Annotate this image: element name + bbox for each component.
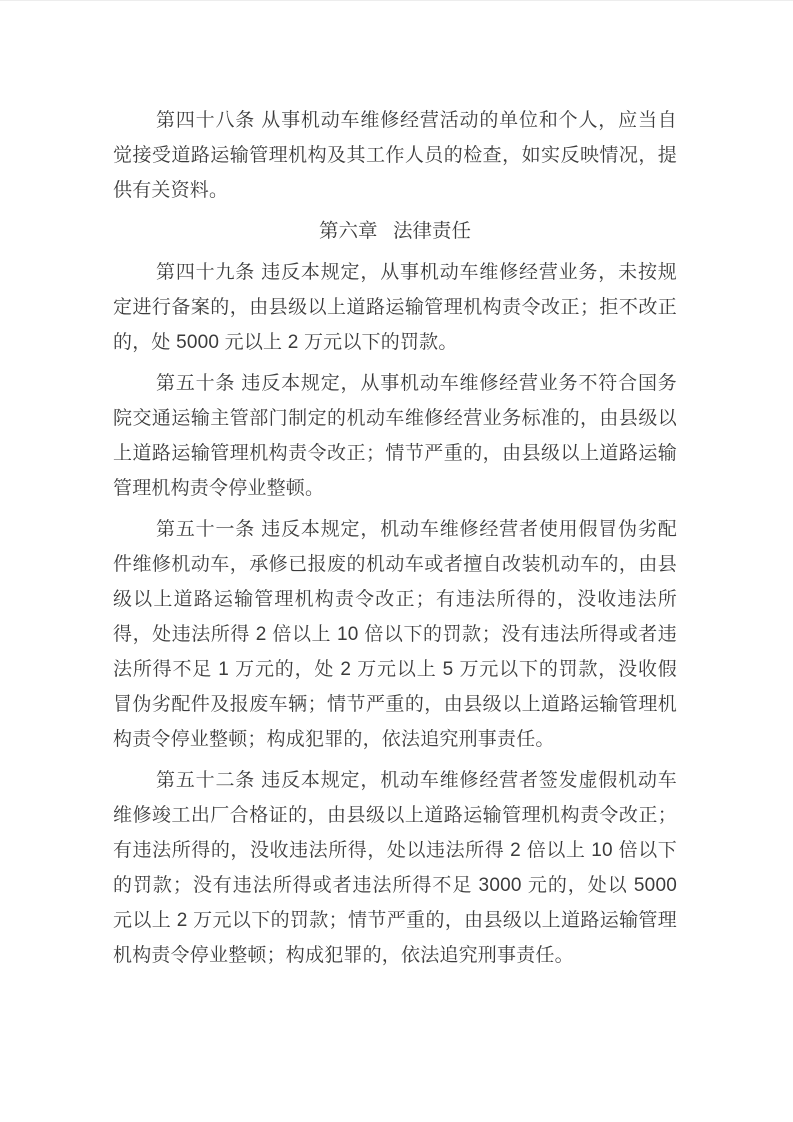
- chapter-number: 第六章: [318, 220, 378, 242]
- article-49-text: 违反本规定，从事机动车维修经营业务，未按规定进行备案的，由县级以上道路运输管理机构责令改正；拒不改正的，处 5000 元以上 2 万元以下的罚款。: [113, 262, 677, 353]
- article-51-text: 违反本规定，机动车维修经营者使用假冒伪劣配件维修机动车，承修已报废的机动车或者擅自改装机动车的，由县级以上道路运输管理机构责令改正；有违法所得的，没收违法所得，处违法所得 2 倍以上 10 倍以下的罚款；没有违法所得或者违法所得不足 1 万元的，处 2 万元以上 5 万元以下的罚款，没收假冒伪劣配件及报废车辆；情节严重的，由县级以上道路运输管理机构责令停业整顿；构成犯罪的，依法追究刑事责任。: [113, 519, 677, 750]
- article-50-text: 违反本规定，从事机动车维修经营业务不符合国务院交通运输主管部门制定的机动车维修经营业务标准的，由县级以上道路运输管理机构责令改正；情节严重的，由县级以上道路运输管理机构责令停业整顿。: [113, 373, 677, 499]
- article-48-text: 从事机动车维修经营活动的单位和个人，应当自觉接受道路运输管理机构及其工作人员的检查，如实反映情况，提供有关资料。: [113, 110, 677, 201]
- article-50-paragraph: [113, 366, 677, 506]
- article-51-number: 第五十一条: [156, 519, 256, 540]
- chapter-title: 法律责任: [393, 220, 472, 242]
- chapter-heading: [113, 214, 677, 249]
- article-52-paragraph: [113, 763, 677, 973]
- article-50-number: 第五十条: [156, 373, 236, 394]
- article-51-paragraph: [113, 512, 677, 757]
- article-49-paragraph: [113, 255, 677, 360]
- article-49-number: 第四十九条: [156, 262, 256, 283]
- article-48-number: 第四十八条: [156, 110, 256, 131]
- article-52-text: 违反本规定，机动车维修经营者签发虚假机动车维修竣工出厂合格证的，由县级以上道路运输管理机构责令改正；有违法所得的，没收违法所得，处以违法所得 2 倍以上 10 倍以下的罚款；没有违法所得或者违法所得不足 3000 元的，处以 5000 元以上 2 万元以下的罚款；情节严重的，由县级以上道路运输管理机构责令停业整顿；构成犯罪的，依法追究刑事责任。: [113, 770, 677, 966]
- article-52-number: 第五十二条: [156, 770, 256, 791]
- article-48-paragraph: [113, 103, 677, 208]
